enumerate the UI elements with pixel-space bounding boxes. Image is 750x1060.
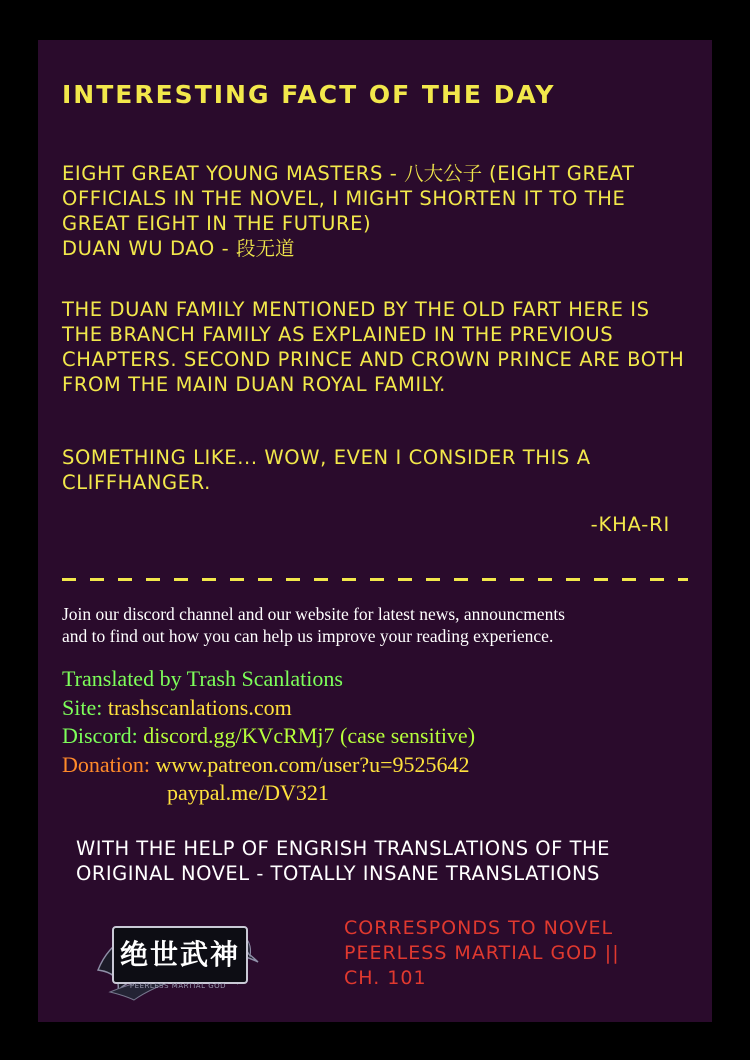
glossary-line4-a: DUAN WU DAO - [62,237,237,260]
glossary-line1-b: (EIGHT GREAT [482,162,635,185]
donation-link-patreon[interactable]: www.patreon.com/user?u=9525642 [155,751,470,777]
glossary-line2: OFFICIALS IN THE NOVEL, I MIGHT SHORTEN IT TO THE [62,187,626,210]
discord-line [62,722,688,751]
credits-panel [38,40,712,1022]
logo-subtitle: PEERLESS MARTIAL GOD [129,982,227,990]
site-line [62,694,688,723]
explanation-line3: CHAPTERS. SECOND PRINCE AND CROWN PRINCE ARE BOTH [62,348,685,371]
series-logo [90,908,270,1004]
comment-line1: SOMETHING LIKE... WOW, EVEN I CONSIDER THIS A [62,446,591,469]
footer [62,898,688,1008]
donation-label: Donation: [62,751,150,777]
glossary-line1-a: EIGHT GREAT YOUNG MASTERS - [62,162,405,185]
help-note-line1: WITH THE HELP OF ENGRISH TRANSLATIONS OF THE [76,836,610,860]
explanation-line4: FROM THE MAIN DUAN ROYAL FAMILY. [62,373,446,396]
page-title: INTERESTING FACT OF THE DAY [62,80,556,109]
explanation-line2: THE BRANCH FAMILY AS EXPLAINED IN THE PREVIOUS [62,323,614,346]
discord-label: Discord: [62,723,138,748]
glossary-line3: GREAT EIGHT IN THE FUTURE) [62,212,372,235]
explanation-line1: THE DUAN FAMILY MENTIONED BY THE OLD FART HERE IS [62,298,650,321]
discord-note-line2: and to find out how you can help us improve your reading experience. [62,626,554,646]
comment-block [62,445,688,495]
glossary-block [62,161,688,261]
signature: -KHA-RI [590,513,670,536]
comment-line2: CLIFFHANGER. [62,471,211,494]
corresponds-line1: CORRESPONDS TO NOVEL [344,917,614,939]
glossary-line4-chinese: 段无道 [236,237,295,260]
corresponds-line3: CH. 101 [344,967,427,989]
site-link[interactable]: trashscanlations.com [107,694,292,720]
translated-by-label: Translated by Trash Scanlations [62,666,343,691]
logo-title-cn: 绝世武神 [112,926,248,984]
discord-note [62,603,688,647]
corresponds-note [344,916,620,991]
divider [62,578,688,581]
credits-block [62,665,688,808]
discord-link[interactable]: discord.gg/KVcRMj7 (case sensitive) [143,723,476,748]
explanation-block [62,297,688,397]
glossary-line1-chinese: 八大公子 [404,162,483,185]
discord-note-line1: Join our discord channel and our website for latest news, announcments [62,604,565,624]
help-note-line2: ORIGINAL NOVEL - TOTALLY INSANE TRANSLATIONS [76,861,600,885]
translated-by-line [62,665,688,694]
donation-line [62,751,688,780]
donation-line-2 [62,779,688,808]
help-note [62,836,688,886]
donation-link-paypal[interactable]: paypal.me/DV321 [167,780,329,805]
site-label: Site: [62,694,103,720]
corresponds-line2: PEERLESS MARTIAL GOD || [344,942,620,964]
